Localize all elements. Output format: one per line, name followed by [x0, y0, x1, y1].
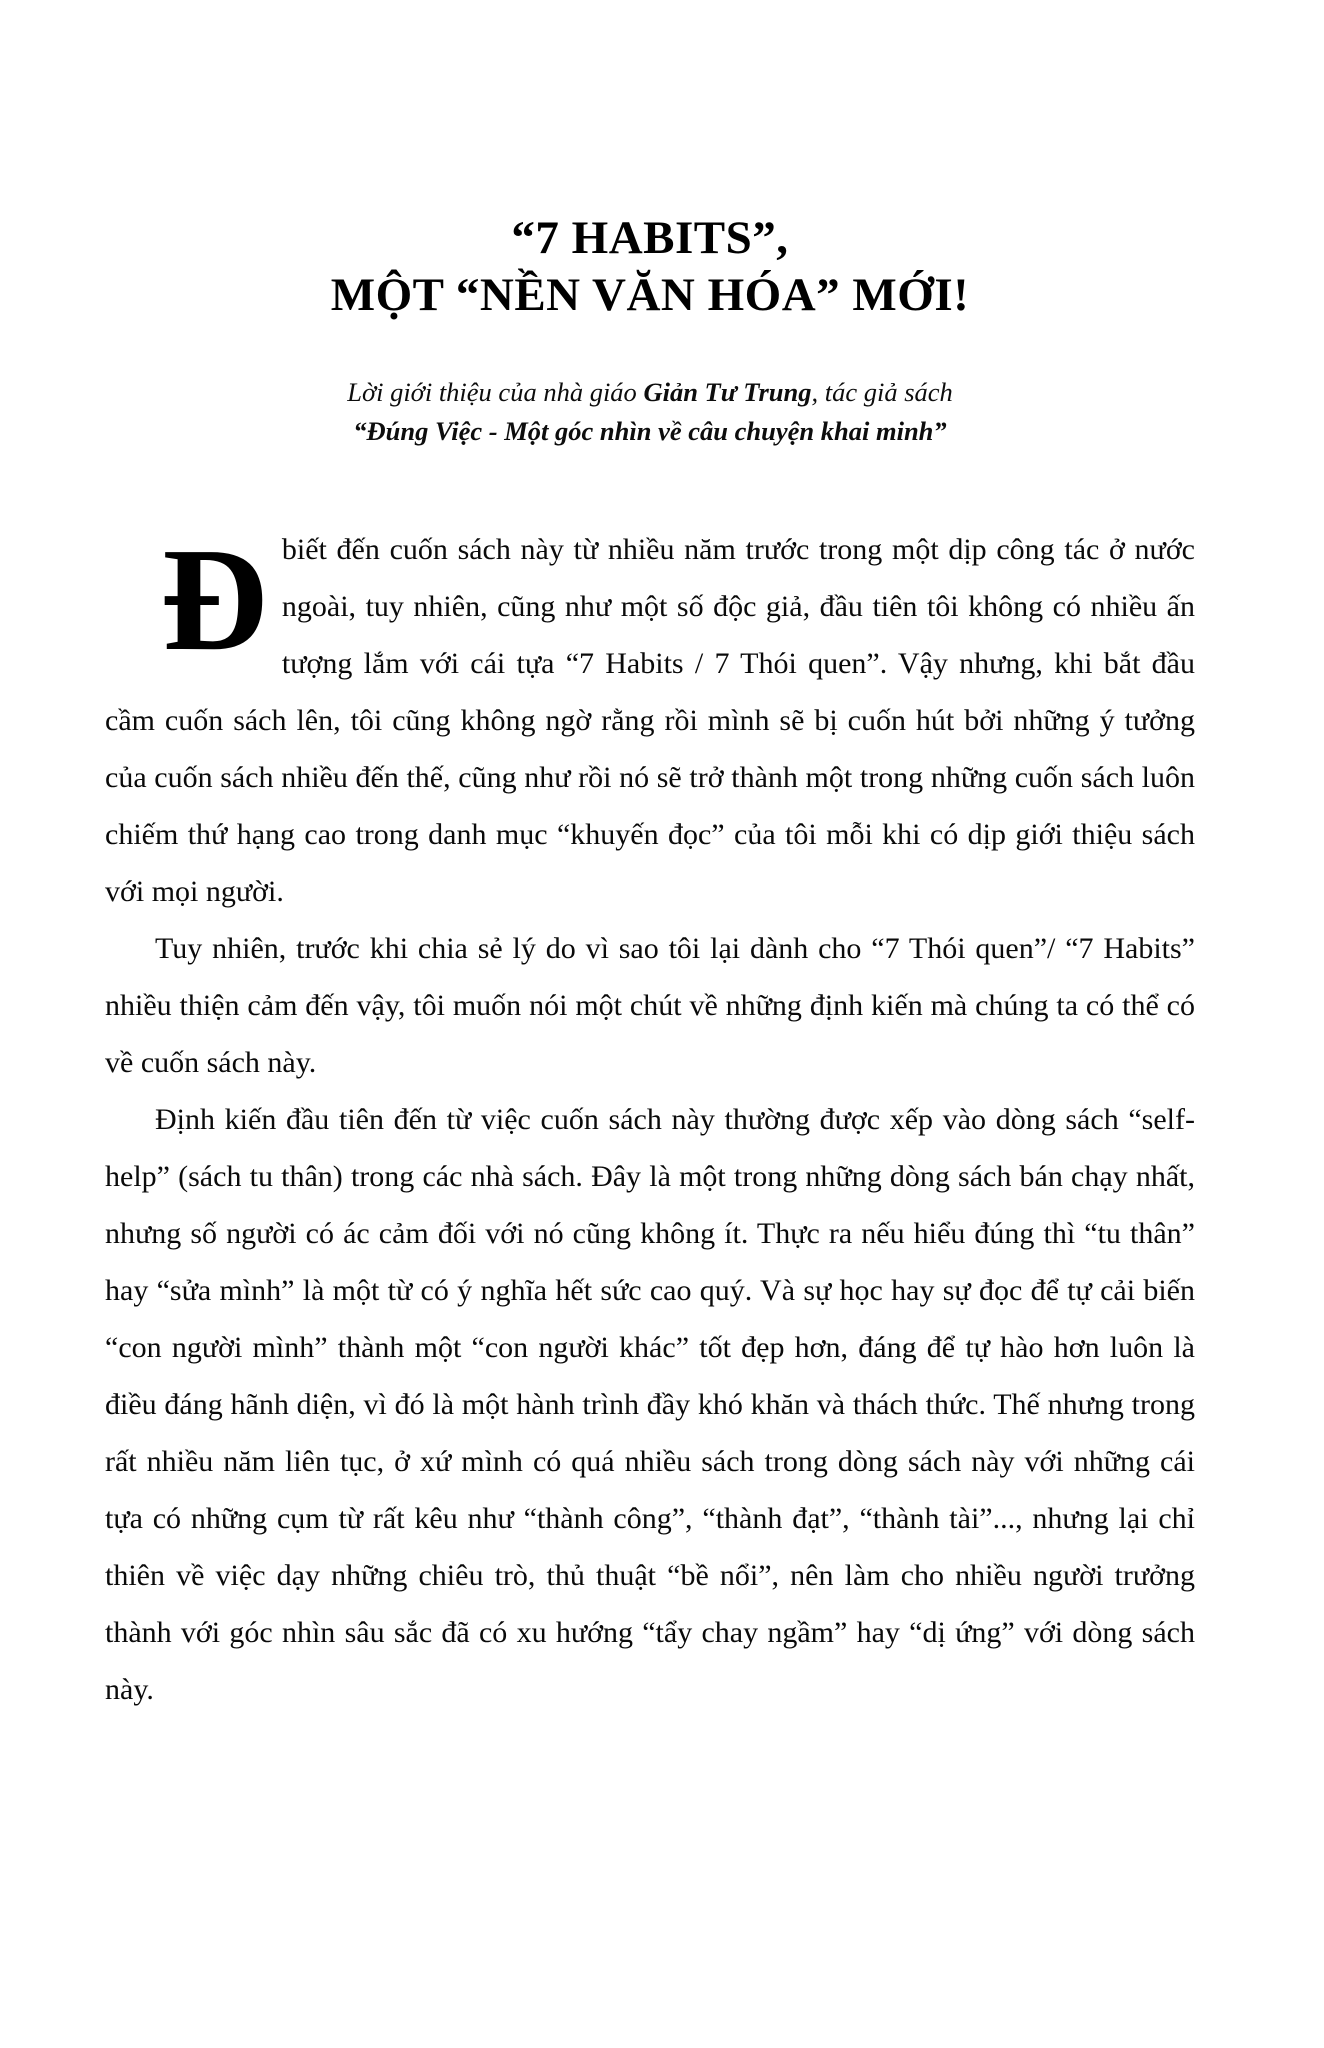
paragraph-1 — [105, 518, 1195, 920]
title-line-1: “7 HABITS”, — [511, 212, 789, 264]
drop-cap: Đ — [161, 518, 268, 683]
page-content-column — [105, 0, 1195, 1718]
byline-book-title: “Đúng Việc - Một góc nhìn về câu chuyện khai minh” — [353, 415, 947, 446]
paragraph-3: Định kiến đầu tiên đến từ việc cuốn sách này thường được xếp vào dòng sách “self-help” (sách tu thân) trong các nhà sách. Đây là một trong những dòng sách bán chạy nhất, nhưng số người có ác cảm đối với nó cũng không ít. Thực ra nếu hiểu đúng thì “tu thân” hay “sửa mình” là một từ có ý nghĩa hết sức cao quý. Và sự học hay sự đọc để tự cải biến “con người mình” thành một “con người khác” tốt đẹp hơn, đáng để tự hào hơn luôn là điều đáng hãnh diện, vì đó là một hành trình đầy khó khăn và thách thức. Thế nhưng trong rất nhiều năm liên tục, ở xứ mình có quá nhiều sách trong dòng sách này với những cái tựa có những cụm từ rất kêu như “thành công”, “thành đạt”, “thành tài”..., nhưng lại chỉ thiên về việc dạy những chiêu trò, thủ thuật “bề nổi”, nên làm cho nhiều người trưởng thành với góc nhìn sâu sắc đã có xu hướng “tẩy chay ngầm” hay “dị ứng” với dòng sách này. — [105, 1103, 1195, 1707]
byline-suffix: , tác giả sách — [811, 376, 953, 407]
paragraph-1-text: biết đến cuốn sách này từ nhiều năm trước trong một dịp công tác ở nước ngoài, tuy nhiên, cũng như một số độc giả, đầu tiên tôi không có nhiều ấn tượng lắm với cái tựa “7 Habits / 7 Thói quen”. Vậy nhưng, khi bắt đầu cầm cuốn sách lên, tôi cũng không ngờ rằng rồi mình sẽ bị cuốn hút bởi những ý tưởng của cuốn sách nhiều đến thế, cũng như rồi nó sẽ trở thành một trong những cuốn sách luôn chiếm thứ hạng cao trong danh mục “khuyến đọc” của tôi mỗi khi có dịp giới thiệu sách với mọi người. — [105, 533, 1195, 909]
byline-prefix: Lời giới thiệu của nhà giáo — [347, 376, 644, 407]
body-text — [105, 518, 1195, 1718]
paragraph-2: Tuy nhiên, trước khi chia sẻ lý do vì sao tôi lại dành cho “7 Thói quen”/ “7 Habits” nhiều thiện cảm đến vậy, tôi muốn nói một chút về những định kiến mà chúng ta có thể có về cuốn sách này. — [105, 932, 1195, 1080]
byline-author-name: Giản Tư Trung — [643, 376, 812, 407]
title-line-2: MỘT “NỀN VĂN HÓA” MỚI! — [330, 269, 970, 322]
page-title — [105, 210, 1195, 325]
byline-block — [105, 373, 1195, 451]
byline-line-1 — [105, 373, 1195, 412]
